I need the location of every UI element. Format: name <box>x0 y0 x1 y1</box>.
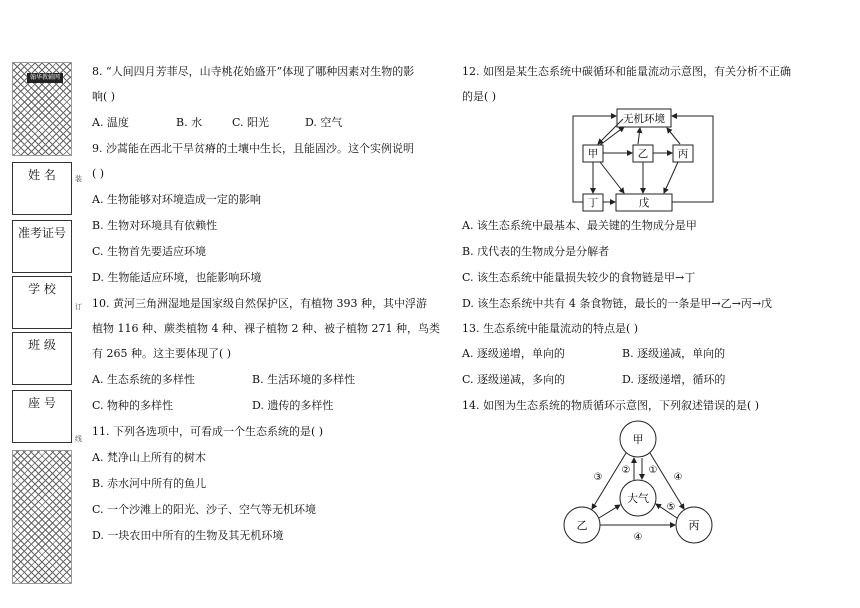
question-10-stem-line3: 有 265 种。这主要体现了( ) <box>92 347 232 360</box>
question-8-stem-line1: 8. “人间四月芳菲尽，山寺桃花始盛开”体现了哪种因素对生物的影 <box>92 65 415 78</box>
carbon-cycle-diagram <box>568 106 720 216</box>
question-9-stem-line1: 9. 沙蒿能在西北干旱贫瘠的土壤中生长，且能固沙。这个实例说明 <box>92 142 414 155</box>
question-10-stem-line1: 10. 黄河三角洲湿地是国家级自然保护区，有植物 393 种，其中浮游 <box>92 297 427 310</box>
question-13-option-a: A. 逐级递增，单向的 <box>462 347 565 360</box>
label-atmosphere: 大气 <box>627 492 649 505</box>
label-wu: 戊 <box>638 197 650 209</box>
label-circled-2: ② <box>621 465 631 476</box>
question-11-option-a: A. 梵净山上所有的树木 <box>92 451 206 464</box>
question-9-option-b: B. 生物对环境具有依赖性 <box>92 219 218 232</box>
question-12-option-d: D. 该生态系统中共有 4 条食物链，最长的一条是甲→乙→丙→戊 <box>462 297 773 310</box>
label-inorganic-environment: 无机环境 <box>623 113 665 125</box>
publisher-logo: 翰华教辅网 <box>27 73 63 83</box>
label-yi-14: 乙 <box>576 519 588 532</box>
label-jia: 甲 <box>587 148 599 160</box>
question-12-stem-line2: 的是( ) <box>462 90 497 103</box>
question-12-option-c: C. 该生态系统中能量损失较少的食物链是甲→丁 <box>462 271 696 284</box>
name-field[interactable] <box>12 187 72 215</box>
name-label: 姓 名 <box>12 162 72 188</box>
label-ding: 丁 <box>587 197 599 209</box>
label-circled-4-bottom: ④ <box>633 532 643 543</box>
label-circled-1: ① <box>648 465 658 476</box>
label-bing: 丙 <box>677 148 689 160</box>
seat-field[interactable] <box>12 415 72 443</box>
binding-sidebar <box>8 62 82 582</box>
material-cycle-diagram <box>556 418 720 548</box>
question-8-option-c: C. 阳光 <box>232 116 270 129</box>
question-10-option-b: B. 生活环境的多样性 <box>252 373 356 386</box>
question-12-option-a: A. 该生态系统中最基本、最关键的生物成分是甲 <box>462 219 697 232</box>
question-12-option-b: B. 戊代表的生物成分是分解者 <box>462 245 610 258</box>
question-8-stem-line2: 响( ) <box>92 90 116 103</box>
exam-number-field[interactable] <box>12 245 72 273</box>
question-9-option-a: A. 生物能够对环境造成一定的影响 <box>92 193 261 206</box>
question-13-option-c: C. 逐级递减，多向的 <box>462 373 566 386</box>
question-13-option-d: D. 逐级递增，循环的 <box>622 373 726 386</box>
question-8-option-b: B. 水 <box>176 116 203 129</box>
hatch-pattern-top <box>12 62 72 156</box>
label-circled-3: ③ <box>593 472 603 483</box>
question-13-stem-line1: 13. 生态系统中能量流动的特点是( ) <box>462 322 639 335</box>
school-field[interactable] <box>12 301 72 329</box>
seat-label: 座 号 <box>12 390 72 416</box>
question-12-stem-line1: 12. 如图是某生态系统中碳循环和能量流动示意图，有关分析不正确 <box>462 65 791 78</box>
question-9-stem-line2: ( ) <box>92 167 105 180</box>
label-bing-14: 丙 <box>688 519 700 532</box>
question-11-option-c: C. 一个沙滩上的阳光、沙子、空气等无机环境 <box>92 503 317 516</box>
question-8-option-d: D. 空气 <box>305 116 343 129</box>
question-10-option-a: A. 生态系统的多样性 <box>92 373 195 386</box>
label-jia-14: 甲 <box>632 433 644 446</box>
question-10-option-d: D. 遗传的多样性 <box>252 399 334 412</box>
question-11-option-b: B. 赤水河中所有的鱼儿 <box>92 477 207 490</box>
seal-mark-xian: 线 <box>75 435 82 443</box>
class-field[interactable] <box>12 357 72 385</box>
label-circled-5: ⑤ <box>666 502 676 513</box>
label-yi: 乙 <box>637 148 649 160</box>
seal-mark-zhuang: 装 <box>75 175 82 183</box>
question-11-stem-line1: 11. 下列各选项中，可看成一个生态系统的是( ) <box>92 425 324 438</box>
question-9-option-d: D. 生物能适应环境，也能影响环境 <box>92 271 262 284</box>
seal-mark-ding: 订 <box>75 303 82 311</box>
class-label: 班 级 <box>12 332 72 358</box>
exam-number-label: 准考证号 <box>12 220 72 246</box>
question-8-option-a: A. 温度 <box>92 116 129 129</box>
question-9-option-c: C. 生物首先要适应环境 <box>92 245 207 258</box>
question-14-stem-line1: 14. 如图为生态系统的物质循环示意图，下列叙述错误的是( ) <box>462 399 760 412</box>
hatch-pattern-bottom <box>12 450 72 584</box>
question-13-option-b: B. 逐级递减，单向的 <box>622 347 726 360</box>
question-11-option-d: D. 一块农田中所有的生物及其无机环境 <box>92 529 284 542</box>
question-10-stem-line2: 植物 116 种、蕨类植物 4 种、裸子植物 2 种、被子植物 271 种，鸟类 <box>92 322 440 335</box>
question-10-option-c: C. 物种的多样性 <box>92 399 174 412</box>
school-label: 学 校 <box>12 276 72 302</box>
label-circled-4-right: ④ <box>673 472 683 483</box>
